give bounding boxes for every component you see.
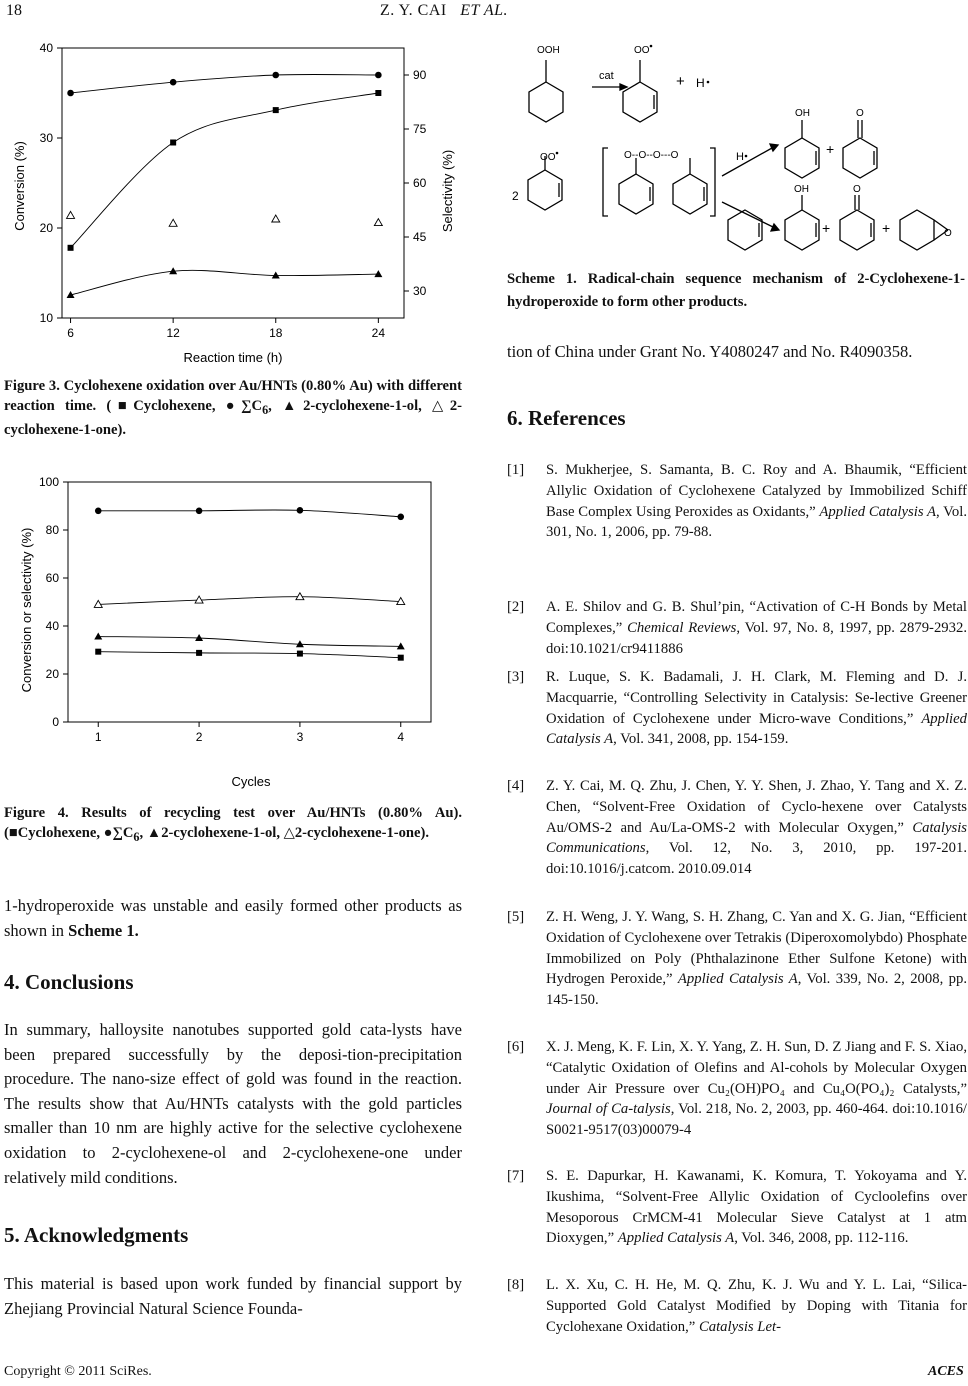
fig4-ytick-label: 100 [38, 475, 59, 489]
fig4-ylabel: Conversion or selectivity (%) [19, 527, 34, 693]
fig3-y2label: Selectivity (%) [440, 149, 455, 233]
reference-item: [1] S. Mukherjee, S. Samanta, B. C. Roy and A. Bhaumik, “Efficient Allylic Oxidation of Cyclohexene Catalyzed by Immobilized Schiff Base Complex Using Peroxides as Oxidants,” Applied Catalysis A, Vol. 301, No. 1, 2006, pp. 79-88. [507, 462, 967, 541]
fig4-data-point [297, 651, 303, 657]
fig3-y2tick-label: 60 [413, 176, 427, 190]
scheme-oo-2: OO [540, 152, 556, 163]
scheme-peroxide: O--O--O---O [624, 150, 679, 161]
fig3-data-point [67, 90, 74, 97]
fig3-data-point [375, 90, 381, 96]
body-paragraph-conclusions: In summary, halloysite nanotubes supported gold cata-lysts have been prepared successfully by the deposi-tion-precipitation procedure. The nano-size effect of gold was found in the reaction. The results show that Au/HNTs catalysts with the gold particles smaller than 10 nm are highly active for the selective cyclohexene oxidation to 2-cyclohexene-ol and 2-cyclohexene-one under relatively mild conditions. [4, 1020, 462, 1187]
fig4-data-point [397, 514, 404, 521]
fig4-series-line [98, 510, 401, 517]
fig3-data-point [272, 215, 280, 222]
scheme-plus-2: + [826, 141, 835, 157]
fig3-data-point [170, 140, 176, 146]
scheme-h-2: H [736, 151, 744, 163]
fig3-data-point [67, 211, 75, 218]
fig3-data-point [272, 72, 279, 79]
footer-journal: ACES [928, 1364, 964, 1379]
scheme-o-3: O [944, 228, 952, 239]
fig4-data-point [95, 649, 101, 655]
scheme-two: 2 [512, 189, 519, 203]
figure3-chart [0, 36, 470, 372]
fig3-data-point [169, 219, 177, 226]
scheme-ooh: OOH [537, 45, 560, 56]
section-heading-references: 6. References [507, 406, 626, 430]
scheme-oh-2: OH [794, 184, 809, 195]
fig4-data-point [297, 507, 304, 514]
fig3-series-line [71, 74, 379, 93]
section-heading-acknowledgments: 5. Acknowledgments [4, 1223, 189, 1247]
fig4-xtick-label: 1 [94, 730, 102, 744]
fig3-y2tick-label: 45 [413, 230, 427, 244]
reference-item: [6] X. J. Meng, K. F. Lin, X. Y. Yang, Z. H. Sun, D. Z Jiang and F. S. Xiao, “Catalytic Oxidation of Olefins and Al-cohols by Molecular Oxygen under Air Pressure over Cu₂(OH)PO₄ and Cu₄O(PO₄)₂ Catalysts,” Journal of Ca-talysis, Vol. 218, No. 2, 2003, pp. 460-464. doi:10.1016/ S0021-9517(03)00079-4 [507, 1039, 967, 1139]
fig3-data-point [170, 79, 177, 86]
fig4-data-point [94, 633, 102, 640]
fig4-data-point [296, 593, 304, 600]
fig4-series-line [98, 637, 401, 647]
fig3-xtick-label: 12 [166, 326, 180, 340]
scheme-oo-1: OO [634, 45, 650, 56]
body-paragraph-1: 1-hydroperoxide was unstable and easily formed other products as shown in Scheme 1. [4, 896, 462, 940]
reference-item: [5] Z. H. Weng, J. Y. Wang, S. H. Zhang, C. Yan and X. G. Jian, “Efficient Oxidation of Cyclohexene over Tetrakis (Diperoxomolybdo) Phosphate Immobilized on Poly (Phthalazinone Ether Sulfone Ketone) with Hydrogen Peroxide,” Applied Catalysis A, Vol. 339, No. 2, 2008, pp. 145-150. [507, 909, 967, 1009]
fig3-xtick-label: 6 [67, 326, 74, 340]
reference-item: [8] L. X. Xu, C. H. He, M. Q. Zhu, K. J. Wu and Y. L. Lai, “Silica-Supported Gold Catalyst Modified by Doping with Titania for Cyclohexane Oxidation,” Catalysis Let- [507, 1277, 967, 1335]
fig3-xtick-label: 18 [269, 326, 283, 340]
funding-continued: tion of China under Grant No. Y4080247 and No. R4090358. [507, 342, 913, 361]
scheme-plus-4: + [882, 220, 891, 236]
fig4-data-point [398, 655, 404, 661]
fig4-ytick-label: 0 [52, 715, 59, 729]
fig4-series-line [98, 597, 401, 605]
fig3-data-point [68, 245, 74, 251]
scheme1-diagram [500, 30, 968, 260]
reference-item: [4] Z. Y. Cai, M. Q. Zhu, J. Chen, Y. Y. Shen, J. Zhao, Y. Tang and X. Z. Chen, “Solvent-Free Oxidation of Cyclo-hexene over Catalysts Au/OMS-2 and Au/La-OMS-2 with Molecular Oxygen,” Catalysis Communications, Vol. 12, No. 3, 2010, pp. 197-201. doi:10.1016/j.catcom. 2010.09.014 [507, 778, 967, 878]
figure3-caption: Figure 3. Cyclohexene oxidation over Au/HNTs (0.80% Au) with different reaction time. (■Cyclohexene, $●\sum C_6$, ▲2-cyclohexene-1-ol, △2-cyclohexene-1-one). [4, 378, 462, 438]
fig4-data-point [196, 508, 203, 515]
fig3-ytick-label: 40 [39, 41, 53, 55]
fig3-series-line [71, 93, 379, 248]
fig3-xtick-label: 24 [371, 326, 386, 340]
fig3-y2tick-label: 30 [413, 284, 427, 298]
fig4-ytick-label: 20 [45, 667, 59, 681]
scheme-o-1: O [856, 108, 864, 119]
fig3-series-line [71, 270, 379, 295]
fig4-xtick-label: 4 [397, 730, 405, 744]
scheme-cat: cat [599, 70, 614, 82]
reference-item: [3] R. Luque, S. K. Badamali, J. H. Clark, M. Fleming and D. J. Macquarrie, “Controlling Selectivity in Catalysis: Se-lective Greener Oxidation of Cyclohexene under Micro-wave Conditions,” Applied Catalysis A, Vol. 341, 2008, pp. 154-159. [507, 669, 967, 748]
fig3-ytick-label: 20 [39, 221, 53, 235]
fig3-xlabel: Reaction time (h) [183, 350, 283, 365]
fig3-data-point [374, 270, 382, 277]
fig3-data-point [375, 72, 382, 79]
fig3-y2tick-label: 90 [413, 68, 427, 82]
running-head: Z. Y. CAI ET AL. [380, 2, 508, 19]
fig4-xtick-label: 3 [296, 730, 304, 744]
fig4-data-point [95, 508, 102, 515]
fig4-ytick-label: 40 [45, 619, 59, 633]
fig4-xlabel: Cycles [231, 774, 271, 789]
reference-item: [7] S. E. Dapurkar, H. Kawanami, K. Komura, T. Yokoyama and Y. Ikushima, “Solvent-Free Allylic Oxidation of Cycloolefins over Mesoporous CrMCM-41 Molecular Sieve Catalyst at 1 atm Dioxygen,” Applied Catalysis A, Vol. 346, 2008, pp. 112-116. [507, 1168, 967, 1247]
reference-item: [2] A. E. Shilov and G. B. Shul’pin, “Activation of C-H Bonds by Metal Complexes,” Chemical Reviews, Vol. 97, No. 8, 1997, pp. 2879-2932. doi:10.1021/cr9411886 [507, 599, 967, 657]
body-paragraph-acknowledgments: This material is based upon work funded by financial support by Zhejiang Provincial Natural Science Founda- [4, 1274, 462, 1318]
fig3-data-point [374, 219, 382, 226]
scheme-o-2: O [853, 184, 861, 195]
page-number: 18 [6, 2, 22, 19]
footer-copyright: Copyright © 2011 SciRes. [4, 1364, 152, 1379]
fig4-plot-frame [68, 482, 431, 722]
section-heading-conclusions: 4. Conclusions [4, 970, 134, 994]
fig3-ytick-label: 30 [39, 131, 53, 145]
fig4-ytick-label: 80 [45, 523, 59, 537]
scheme-plus-1: + [676, 73, 685, 90]
fig4-ytick-label: 60 [45, 571, 59, 585]
fig3-y2tick-label: 75 [413, 122, 427, 136]
fig4-xtick-label: 2 [195, 730, 203, 744]
fig3-ytick-label: 10 [39, 311, 53, 325]
scheme-h-1: H [696, 76, 705, 90]
fig4-data-point [196, 650, 202, 656]
fig4-series-line [98, 652, 401, 658]
scheme-oh-1: OH [795, 108, 810, 119]
fig3-ylabel: Conversion (%) [12, 141, 27, 231]
scheme-plus-3: + [822, 220, 831, 236]
scheme1-caption: Scheme 1. Radical-chain sequence mechanism of 2-Cyclohexene-1-hydroperoxide to form other products. [507, 271, 965, 310]
figure4-caption: Figure 4. Results of recycling test over Au/HNTs (0.80% Au). (■Cyclohexene, $●\sum C_6$, ▲2-cyclohexene-1-ol, △2-cyclohexene-1-one). [4, 805, 462, 844]
fig3-data-point [273, 107, 279, 113]
figure4-chart [0, 470, 470, 798]
